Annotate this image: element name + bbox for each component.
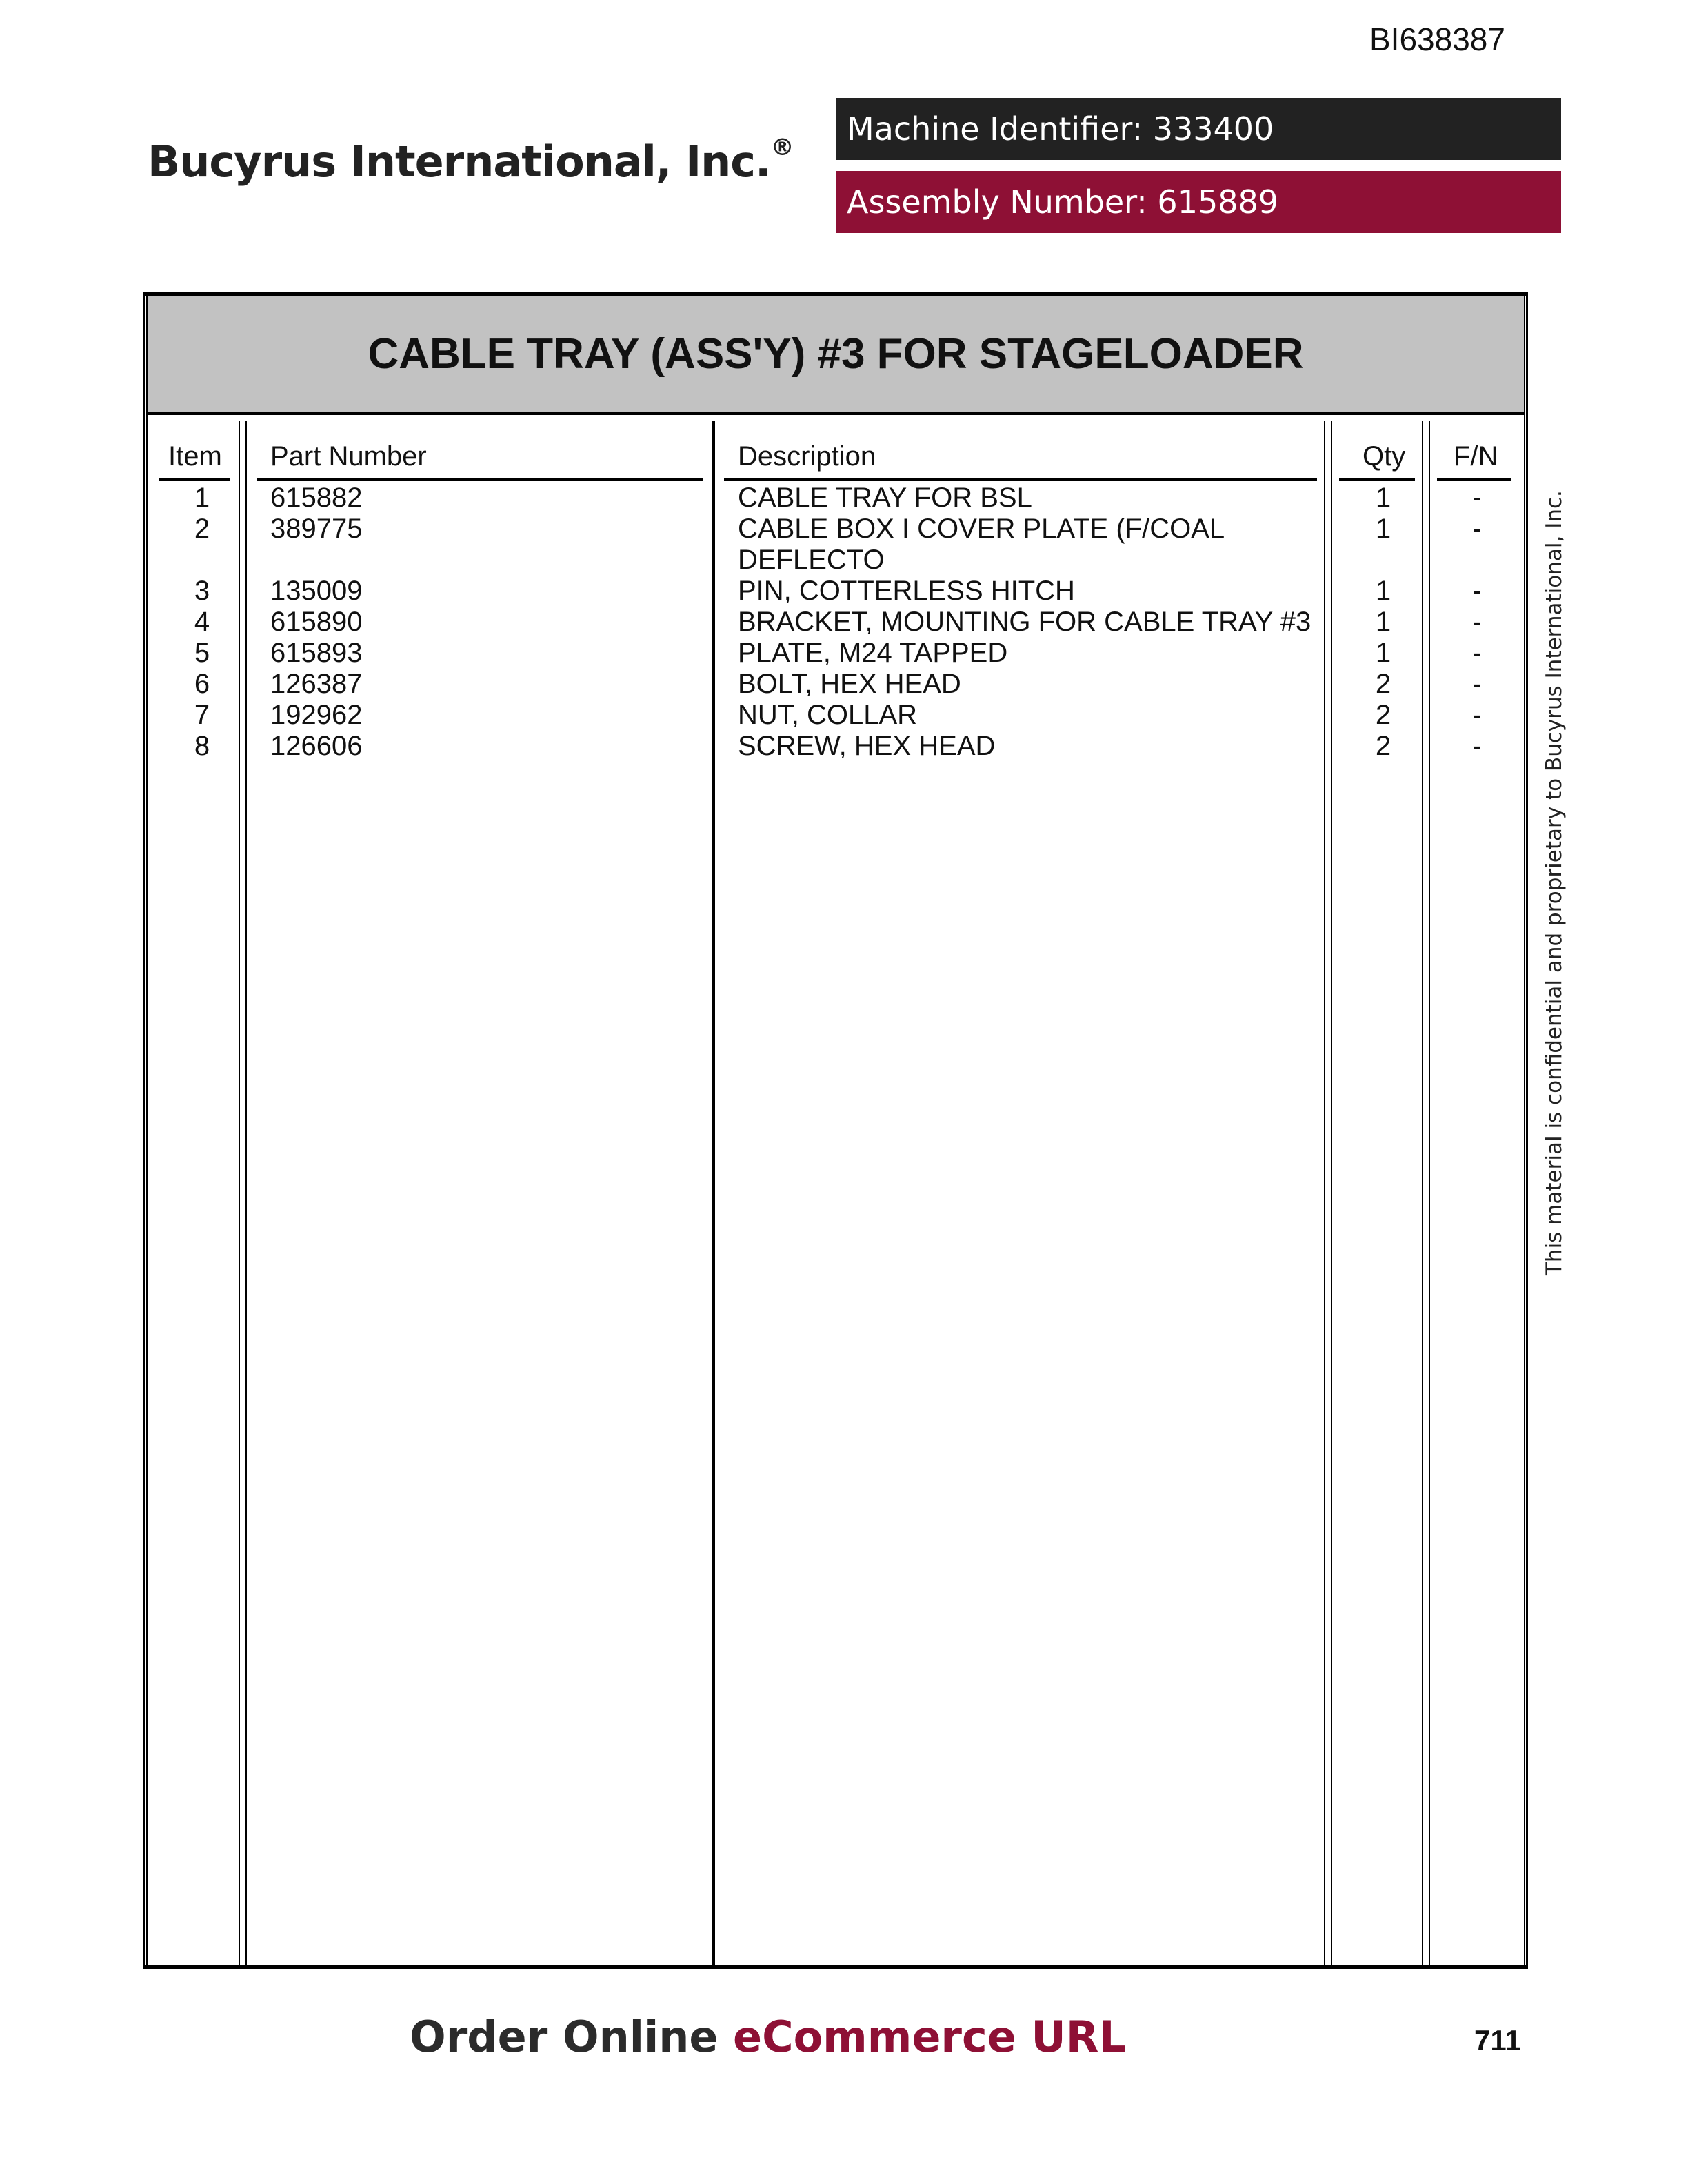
cell-part-number: 615882: [270, 483, 363, 513]
order-online-link[interactable]: [410, 2012, 1126, 2062]
column-divider-qty: [1422, 421, 1430, 1965]
cell-description: PIN, COTTERLESS HITCH: [738, 576, 1075, 606]
cell-part-number: 615890: [270, 607, 363, 637]
cell-part-number: 192962: [270, 700, 363, 730]
cell-item: 8: [194, 731, 210, 761]
cell-fn: -: [1472, 514, 1482, 544]
column-divider-part: [712, 421, 715, 1965]
cell-qty: 2: [1375, 731, 1391, 761]
cell-item: 4: [194, 607, 210, 637]
cell-description: PLATE, M24 TAPPED: [738, 638, 1008, 668]
cell-item: 6: [194, 669, 210, 699]
assembly-number-bar: Assembly Number: 615889: [836, 171, 1561, 233]
cell-item: 7: [194, 700, 210, 730]
header-rule-qty: [1339, 478, 1415, 481]
cell-description: CABLE BOX I COVER PLATE (F/COAL DEFLECTO: [738, 514, 1225, 575]
cell-fn: -: [1472, 731, 1482, 761]
cell-item: 1: [194, 483, 210, 513]
ecommerce-url-text: eCommerce URL: [733, 2012, 1126, 2062]
order-online-text: Order Online: [410, 2012, 719, 2062]
cell-qty: 1: [1375, 638, 1391, 668]
column-divider-item: [239, 421, 247, 1965]
cell-qty: 1: [1375, 483, 1391, 513]
parts-list-frame: [143, 292, 1528, 1969]
cell-qty: 2: [1375, 700, 1391, 730]
cell-part-number: 126606: [270, 731, 363, 761]
header-item: Item: [168, 441, 222, 472]
cell-qty: 1: [1375, 607, 1391, 637]
cell-part-number: 135009: [270, 576, 363, 606]
cell-item: 3: [194, 576, 210, 606]
header-rule-fn: [1437, 478, 1511, 481]
cell-fn: -: [1472, 669, 1482, 699]
header-rule-item: [159, 478, 230, 481]
machine-identifier-bar: Machine Identifier: 333400: [836, 98, 1561, 160]
frame-bottom-border: [143, 1965, 1528, 1969]
parts-list-title: CABLE TRAY (ASS'Y) #3 FOR STAGELOADER: [368, 330, 1304, 378]
cell-description: BRACKET, MOUNTING FOR CABLE TRAY #3: [738, 607, 1312, 637]
cell-qty: 1: [1375, 576, 1391, 606]
header-fn: F/N: [1454, 441, 1498, 472]
cell-part-number: 126387: [270, 669, 363, 699]
cell-description: NUT, COLLAR: [738, 700, 918, 730]
header-qty: Qty: [1363, 441, 1406, 472]
company-name-text: Bucyrus International, Inc.: [148, 136, 771, 187]
cell-item: 5: [194, 638, 210, 668]
title-band: [148, 296, 1524, 415]
cell-description: SCREW, HEX HEAD: [738, 731, 996, 761]
cell-fn: -: [1472, 607, 1482, 637]
company-name: [148, 136, 794, 187]
header-part-number: Part Number: [270, 441, 427, 472]
cell-qty: 2: [1375, 669, 1391, 699]
confidentiality-note: This material is confidential and proprietary to Bucyrus International, Inc.: [1542, 490, 1567, 1275]
cell-part-number: 615893: [270, 638, 363, 668]
header-description: Description: [738, 441, 876, 472]
header-rule-desc: [724, 478, 1317, 481]
registered-mark: ®: [770, 134, 794, 161]
cell-description: BOLT, HEX HEAD: [738, 669, 961, 699]
cell-description: CABLE TRAY FOR BSL: [738, 483, 1032, 513]
cell-part-number: 389775: [270, 514, 363, 544]
cell-item: 2: [194, 514, 210, 544]
header-rule-part: [257, 478, 703, 481]
cell-fn: -: [1472, 700, 1482, 730]
frame-left-border: [143, 292, 148, 1969]
cell-fn: -: [1472, 483, 1482, 513]
cell-qty: 1: [1375, 514, 1391, 544]
document-id: BI638387: [1369, 21, 1505, 57]
page-number: 711: [1474, 2024, 1521, 2056]
frame-right-border: [1524, 292, 1528, 1969]
cell-fn: -: [1472, 638, 1482, 668]
cell-fn: -: [1472, 576, 1482, 606]
